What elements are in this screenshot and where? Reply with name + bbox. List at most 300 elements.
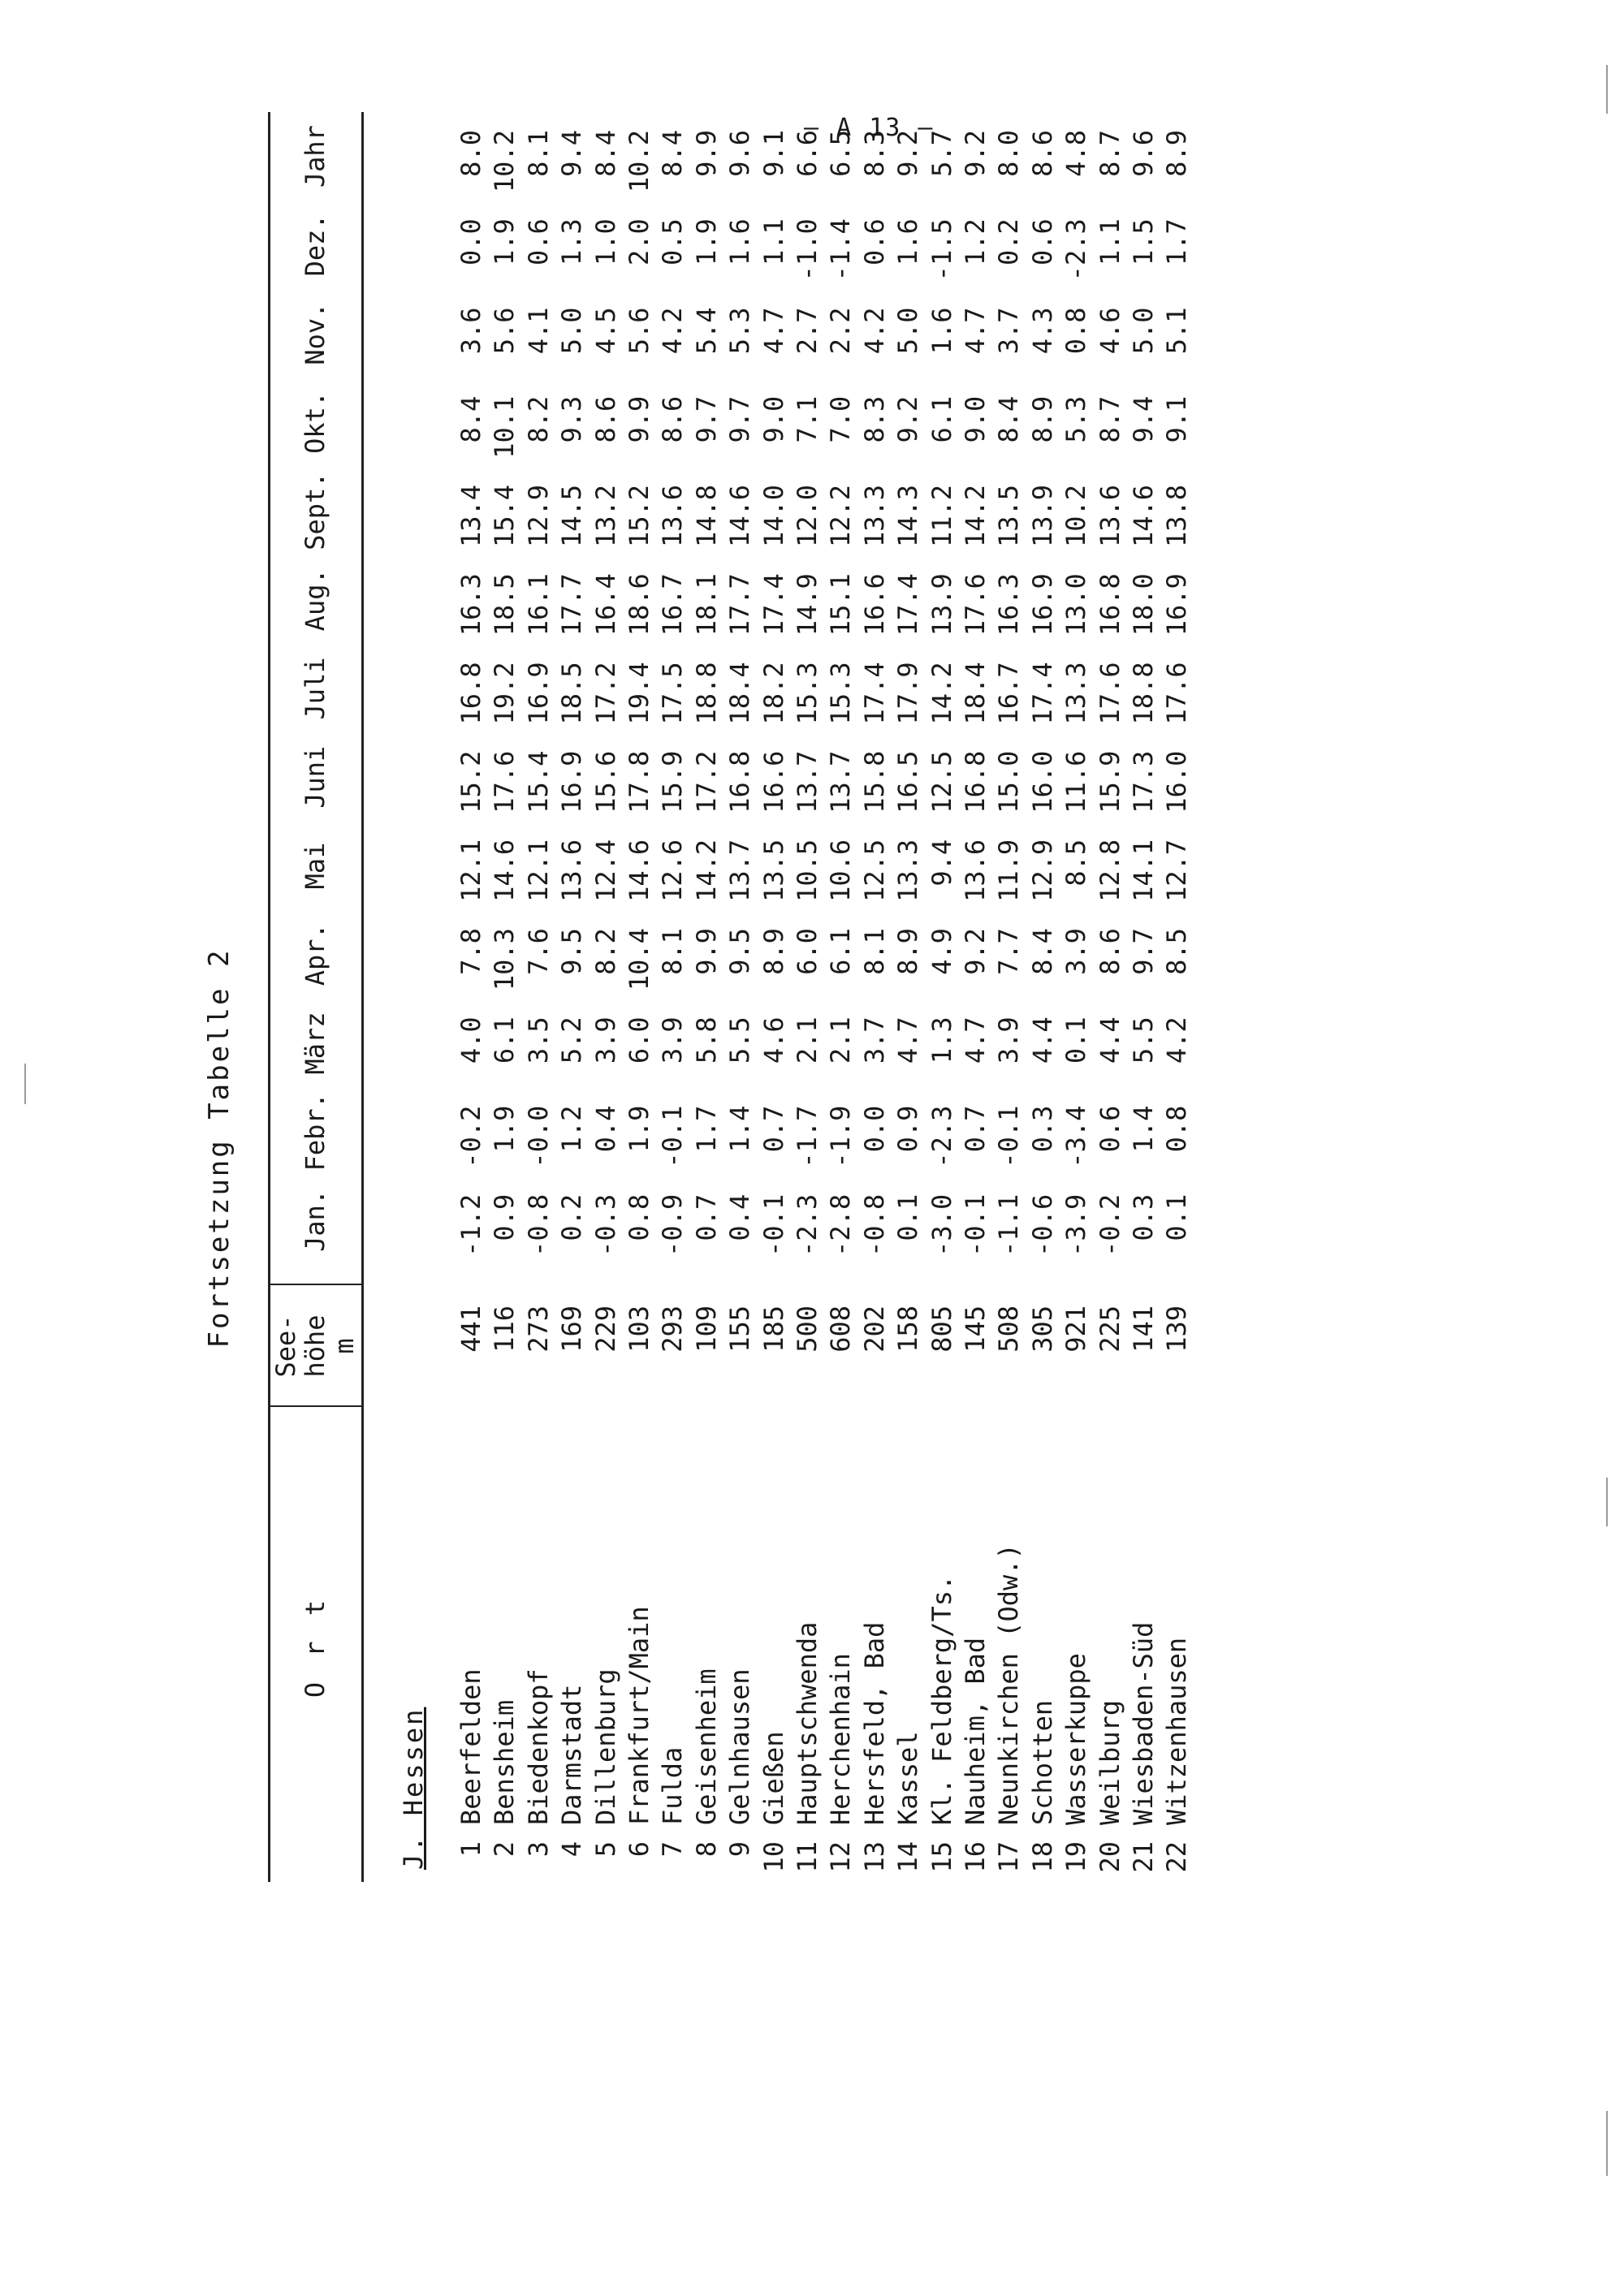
temperature-value: 16.8: [1094, 573, 1125, 637]
temperature-value: 13.4: [456, 484, 486, 547]
elevation: 500: [792, 1306, 823, 1353]
temperature-value: 9.2: [892, 130, 924, 177]
temperature-value: 9.3: [556, 395, 588, 443]
temperature-value: -0.6: [1026, 1193, 1058, 1257]
temperature-value: 1.2: [556, 1105, 588, 1153]
place-name: Hauptschwenda: [792, 1621, 823, 1825]
temperature-value: -2.8: [825, 1193, 857, 1257]
elevation: 202: [858, 1306, 890, 1353]
temperature-value: 9.0: [758, 395, 789, 443]
temperature-value: 14.0: [758, 484, 789, 547]
temperature-value: 14.3: [892, 484, 924, 547]
temperature-value: 1.7: [690, 1105, 722, 1153]
temperature-value: 17.6: [489, 750, 520, 814]
temperature-value: 13.6: [556, 839, 588, 902]
elevation: 139: [1161, 1306, 1193, 1353]
elevation: 805: [926, 1306, 957, 1353]
temperature-value: 17.9: [892, 662, 924, 725]
elevation: 608: [825, 1306, 857, 1353]
page-number: – A 13 –: [804, 114, 935, 142]
header-month: Juni: [300, 745, 330, 809]
temperature-value: 6.0: [624, 1016, 654, 1064]
place-name: Kassel: [892, 1731, 924, 1825]
temperature-value: 19.4: [624, 662, 654, 725]
temperature-value: 0.0: [456, 218, 486, 266]
temperature-value: 16.8: [456, 662, 486, 725]
place-name: Kl. Feldberg/Ts.: [926, 1574, 957, 1825]
temperature-value: 16.7: [657, 573, 689, 637]
temperature-value: 13.7: [825, 750, 857, 814]
place-name: Fulda: [657, 1746, 689, 1825]
table-row: [992, 0, 1025, 2296]
temperature-value: 5.8: [690, 1016, 722, 1064]
row-number: 2: [489, 1841, 520, 1858]
temperature-value: 16.3: [456, 573, 486, 637]
temperature-value: 13.6: [657, 484, 689, 547]
table-row: [892, 0, 924, 2296]
header-month: Febr.: [300, 1093, 330, 1172]
temperature-value: -1.0: [792, 218, 823, 282]
place-name: Biedenkopf: [522, 1668, 554, 1825]
temperature-value: 13.2: [590, 484, 621, 547]
temperature-value: 0.8: [1060, 307, 1092, 355]
temperature-value: -0.2: [456, 1105, 486, 1168]
temperature-value: 16.6: [758, 750, 789, 814]
row-number: 1: [456, 1841, 486, 1858]
temperature-value: 2.7: [792, 307, 823, 355]
temperature-value: 8.9: [892, 928, 924, 975]
temperature-value: 13.5: [758, 839, 789, 902]
temperature-value: 12.0: [792, 484, 823, 547]
temperature-value: -2.3: [792, 1193, 823, 1257]
temperature-value: 8.6: [590, 395, 621, 443]
table-top-rule: [268, 112, 270, 1882]
temperature-value: 16.3: [993, 573, 1025, 637]
header-month: Juli: [300, 657, 330, 720]
place-name: Gießen: [758, 1731, 789, 1825]
temperature-value: 9.2: [892, 395, 924, 443]
temperature-value: 13.3: [892, 839, 924, 902]
place-name: Gelnhausen: [724, 1668, 756, 1825]
temperature-value: 15.3: [825, 662, 857, 725]
table-row: [858, 0, 891, 2296]
temperature-value: 2.1: [825, 1016, 857, 1064]
temperature-value: 2.0: [624, 218, 654, 266]
temperature-value: 9.4: [926, 839, 957, 887]
place-name: Bensheim: [489, 1699, 520, 1825]
temperature-value: 5.0: [1128, 307, 1159, 355]
temperature-value: 13.3: [858, 484, 890, 547]
temperature-value: 13.9: [926, 573, 957, 637]
temperature-value: 3.5: [522, 1016, 554, 1064]
temperature-value: 1.0: [590, 218, 621, 266]
header-seehoehe-2: höhe: [300, 1314, 330, 1378]
temperature-value: 0.1: [1161, 1193, 1193, 1241]
temperature-value: 15.9: [657, 750, 689, 814]
temperature-value: 12.1: [522, 839, 554, 902]
temperature-value: 1.9: [624, 1105, 654, 1153]
temperature-value: 9.6: [1128, 130, 1159, 177]
temperature-value: 18.4: [724, 662, 756, 725]
temperature-value: 8.4: [456, 395, 486, 443]
temperature-value: 5.6: [489, 307, 520, 355]
temperature-value: 18.8: [1128, 662, 1159, 725]
temperature-value: 0.6: [1094, 1105, 1125, 1153]
temperature-value: 18.1: [690, 573, 722, 637]
temperature-value: 4.4: [1094, 1016, 1125, 1064]
temperature-value: 0.6: [858, 218, 890, 266]
temperature-value: 17.8: [624, 750, 654, 814]
row-number: 15: [926, 1841, 957, 1873]
row-number: 4: [556, 1841, 588, 1858]
temperature-value: 4.2: [858, 307, 890, 355]
temperature-value: 5.1: [1161, 307, 1193, 355]
temperature-value: 14.1: [1128, 839, 1159, 902]
temperature-value: 0.8: [624, 1193, 654, 1241]
temperature-value: 7.0: [825, 395, 857, 443]
header-month: Apr.: [300, 923, 330, 986]
temperature-value: 9.9: [624, 395, 654, 443]
temperature-value: 9.9: [690, 130, 722, 177]
temperature-value: 17.7: [556, 573, 588, 637]
temperature-value: 8.6: [1026, 130, 1058, 177]
temperature-value: 16.9: [522, 662, 554, 725]
temperature-value: 1.1: [758, 218, 789, 266]
elevation: 441: [456, 1306, 486, 1353]
scan-artifact: [1606, 65, 1608, 114]
temperature-value: 16.9: [1161, 573, 1193, 637]
temperature-value: -1.5: [926, 218, 957, 282]
temperature-value: 0.9: [489, 1193, 520, 1241]
row-number: 3: [522, 1841, 554, 1858]
temperature-value: 16.4: [590, 573, 621, 637]
temperature-value: 4.4: [1026, 1016, 1058, 1064]
row-number: 21: [1128, 1841, 1159, 1873]
temperature-value: 8.4: [1026, 928, 1058, 975]
table-row: [723, 0, 756, 2296]
temperature-value: 15.8: [858, 750, 890, 814]
temperature-value: 0.3: [1026, 1105, 1058, 1153]
temperature-value: 13.5: [993, 484, 1025, 547]
temperature-value: 13.6: [960, 839, 991, 902]
temperature-value: 9.1: [758, 130, 789, 177]
temperature-value: 4.7: [758, 307, 789, 355]
temperature-value: 5.2: [556, 1016, 588, 1064]
elevation: 116: [489, 1306, 520, 1353]
temperature-value: -1.1: [993, 1193, 1025, 1257]
temperature-value: 4.1: [522, 307, 554, 355]
header-ort: O r t: [300, 1595, 330, 1698]
temperature-value: 0.4: [590, 1105, 621, 1153]
header-month: Sept.: [300, 472, 330, 550]
temperature-value: 0.6: [522, 218, 554, 266]
temperature-value: 1.2: [960, 218, 991, 266]
scan-artifact: [24, 1064, 26, 1104]
temperature-value: 4.7: [960, 307, 991, 355]
temperature-value: 1.6: [892, 218, 924, 266]
temperature-value: 1.4: [1128, 1105, 1159, 1153]
temperature-value: 8.0: [456, 130, 486, 177]
temperature-value: 18.5: [556, 662, 588, 725]
temperature-value: 11.2: [926, 484, 957, 547]
temperature-value: 9.7: [724, 395, 756, 443]
temperature-value: 10.3: [489, 928, 520, 991]
temperature-value: 0.0: [858, 1105, 890, 1153]
temperature-value: 0.1: [1060, 1016, 1092, 1064]
temperature-value: 1.4: [724, 1105, 756, 1153]
temperature-value: 16.8: [960, 750, 991, 814]
temperature-value: 18.6: [624, 573, 654, 637]
header-month: Jahr: [300, 125, 330, 188]
temperature-value: 8.9: [1026, 395, 1058, 443]
row-number: 18: [1026, 1841, 1058, 1873]
temperature-value: 0.2: [556, 1193, 588, 1241]
temperature-value: 4.7: [960, 1016, 991, 1064]
table-row: [690, 0, 723, 2296]
temperature-value: 16.0: [1026, 750, 1058, 814]
temperature-value: 9.7: [690, 395, 722, 443]
temperature-value: 2.1: [792, 1016, 823, 1064]
header-bottom-rule: [361, 112, 364, 1882]
temperature-value: 13.3: [1060, 662, 1092, 725]
temperature-value: 0.1: [892, 1193, 924, 1241]
table-row: [555, 0, 588, 2296]
temperature-value: 3.7: [858, 1016, 890, 1064]
temperature-value: -1.4: [825, 218, 857, 282]
temperature-value: 8.3: [858, 130, 890, 177]
temperature-value: 19.2: [489, 662, 520, 725]
table-row: [1094, 0, 1126, 2296]
temperature-value: 10.2: [1060, 484, 1092, 547]
temperature-value: -0.1: [758, 1193, 789, 1257]
temperature-value: 9.4: [556, 130, 588, 177]
temperature-value: 0.5: [657, 218, 689, 266]
temperature-value: 0.7: [960, 1105, 991, 1153]
temperature-value: 12.6: [657, 839, 689, 902]
temperature-value: 8.2: [590, 928, 621, 975]
hoehe-column-divider: [268, 1284, 361, 1285]
temperature-value: 8.6: [657, 395, 689, 443]
row-number: 11: [792, 1841, 823, 1873]
temperature-value: 14.2: [960, 484, 991, 547]
temperature-value: 6.1: [825, 928, 857, 975]
temperature-value: 0.8: [1161, 1105, 1193, 1153]
place-name: Herchenhain: [825, 1653, 857, 1825]
temperature-value: 0.3: [1128, 1193, 1159, 1241]
temperature-value: -0.8: [858, 1193, 890, 1257]
place-name: Weilburg: [1094, 1699, 1125, 1825]
temperature-value: 16.0: [1161, 750, 1193, 814]
temperature-value: 8.0: [993, 130, 1025, 177]
header-month: Mai: [300, 842, 330, 890]
temperature-value: 16.9: [1026, 573, 1058, 637]
row-number: 16: [960, 1841, 991, 1873]
table-row: [656, 0, 689, 2296]
ort-column-divider: [268, 1405, 361, 1407]
temperature-value: 3.7: [993, 307, 1025, 355]
temperature-value: 4.6: [1094, 307, 1125, 355]
row-number: 22: [1161, 1841, 1193, 1873]
table-row: [590, 0, 622, 2296]
temperature-value: -3.9: [1060, 1193, 1092, 1257]
temperature-value: 9.6: [724, 130, 756, 177]
temperature-value: 8.2: [522, 395, 554, 443]
temperature-value: 17.3: [1128, 750, 1159, 814]
temperature-value: 10.6: [825, 839, 857, 902]
temperature-value: 8.1: [522, 130, 554, 177]
temperature-value: 7.8: [456, 928, 486, 975]
row-number: 5: [590, 1841, 621, 1858]
temperature-value: 4.0: [456, 1016, 486, 1064]
temperature-value: 17.2: [690, 750, 722, 814]
temperature-value: 15.3: [792, 662, 823, 725]
temperature-value: 17.5: [657, 662, 689, 725]
temperature-value: 8.9: [1161, 130, 1193, 177]
temperature-value: 5.5: [724, 1016, 756, 1064]
table-title: Fortsetzung Tabelle 2: [203, 947, 235, 1349]
temperature-value: 7.6: [522, 928, 554, 975]
temperature-value: 13.6: [1094, 484, 1125, 547]
temperature-value: 7.1: [792, 395, 823, 443]
elevation: 508: [993, 1306, 1025, 1353]
temperature-value: 3.6: [456, 307, 486, 355]
temperature-value: 8.4: [993, 395, 1025, 443]
temperature-value: 11.9: [993, 839, 1025, 902]
temperature-value: 15.2: [624, 484, 654, 547]
temperature-value: 13.7: [792, 750, 823, 814]
temperature-value: 9.1: [1161, 395, 1193, 443]
place-name: Schotten: [1026, 1699, 1058, 1825]
elevation: 293: [657, 1306, 689, 1353]
temperature-value: 10.4: [624, 928, 654, 991]
temperature-value: 0.4: [724, 1193, 756, 1241]
elevation: 109: [690, 1306, 722, 1353]
temperature-value: 8.5: [1161, 928, 1193, 975]
temperature-value: 8.1: [657, 928, 689, 975]
row-number: 8: [690, 1841, 722, 1858]
table-row: [1060, 0, 1092, 2296]
temperature-value: 4.6: [758, 1016, 789, 1064]
temperature-value: 3.9: [1060, 928, 1092, 975]
temperature-value: -0.9: [657, 1193, 689, 1257]
temperature-value: 1.3: [926, 1016, 957, 1064]
header-seehoehe-1: See-: [270, 1314, 301, 1378]
place-name: Frankfurt/Main: [624, 1606, 654, 1825]
row-number: 20: [1094, 1841, 1125, 1873]
place-name: Wiesbaden-Süd: [1128, 1621, 1159, 1825]
row-number: 14: [892, 1841, 924, 1873]
temperature-value: 1.6: [724, 218, 756, 266]
temperature-value: 5.0: [556, 307, 588, 355]
temperature-value: 8.5: [1060, 839, 1092, 887]
table-row: [824, 0, 857, 2296]
temperature-value: 1.9: [690, 218, 722, 266]
temperature-value: 18.4: [960, 662, 991, 725]
temperature-value: 17.2: [590, 662, 621, 725]
temperature-value: 16.9: [556, 750, 588, 814]
temperature-value: 1.9: [489, 1105, 520, 1153]
table-row: [758, 0, 790, 2296]
table-row: [791, 0, 823, 2296]
temperature-value: 16.8: [724, 750, 756, 814]
temperature-value: 12.1: [456, 839, 486, 902]
row-number: 17: [993, 1841, 1025, 1873]
temperature-value: 7.7: [993, 928, 1025, 975]
elevation: 273: [522, 1306, 554, 1353]
row-number: 13: [858, 1841, 890, 1873]
temperature-value: -3.4: [1060, 1105, 1092, 1168]
temperature-value: 10.5: [792, 839, 823, 902]
temperature-value: 10.2: [624, 130, 654, 193]
temperature-value: 4.9: [926, 928, 957, 975]
scan-artifact: [1606, 1478, 1608, 1526]
temperature-value: 17.4: [1026, 662, 1058, 725]
temperature-value: 18.0: [1128, 573, 1159, 637]
temperature-value: 12.7: [1161, 839, 1193, 902]
temperature-value: 1.9: [489, 218, 520, 266]
temperature-value: 15.0: [993, 750, 1025, 814]
elevation: 103: [624, 1306, 654, 1353]
temperature-value: 12.5: [926, 750, 957, 814]
temperature-value: 14.9: [792, 573, 823, 637]
temperature-value: 17.4: [892, 573, 924, 637]
temperature-value: 14.6: [624, 839, 654, 902]
temperature-value: 17.6: [1161, 662, 1193, 725]
temperature-value: 5.6: [624, 307, 654, 355]
temperature-value: 13.0: [1060, 573, 1092, 637]
temperature-value: 17.4: [758, 573, 789, 637]
temperature-value: 14.6: [1128, 484, 1159, 547]
temperature-value: 17.7: [724, 573, 756, 637]
scan-artifact: [1606, 2111, 1608, 2176]
header-month: Dez.: [300, 214, 330, 277]
row-number: 10: [758, 1841, 789, 1873]
temperature-value: 18.2: [758, 662, 789, 725]
temperature-value: -2.3: [1060, 218, 1092, 282]
header-month: März: [300, 1012, 330, 1075]
header-month: Aug.: [300, 568, 330, 632]
temperature-value: 8.7: [1094, 130, 1125, 177]
temperature-value: -0.2: [1094, 1193, 1125, 1257]
temperature-value: 5.0: [892, 307, 924, 355]
temperature-value: 15.1: [825, 573, 857, 637]
temperature-value: -0.1: [960, 1193, 991, 1257]
temperature-value: 3.9: [993, 1016, 1025, 1064]
temperature-value: -3.0: [926, 1193, 957, 1257]
header-month: Jan.: [300, 1189, 330, 1252]
temperature-value: 4.5: [590, 307, 621, 355]
temperature-value: 13.8: [1161, 484, 1193, 547]
table-row: [1026, 0, 1059, 2296]
place-name: Beerfelden: [456, 1668, 486, 1825]
row-number: 9: [724, 1841, 756, 1858]
temperature-value: 1.1: [1094, 218, 1125, 266]
place-name: Neunkirchen (Odw.): [993, 1543, 1025, 1825]
temperature-value: 8.7: [1094, 395, 1125, 443]
elevation: 169: [556, 1306, 588, 1353]
temperature-value: 6.1: [926, 395, 957, 443]
temperature-value: 8.3: [858, 395, 890, 443]
temperature-value: 14.5: [556, 484, 588, 547]
temperature-value: 8.6: [1094, 928, 1125, 975]
temperature-value: 4.3: [1026, 307, 1058, 355]
temperature-value: 0.7: [690, 1193, 722, 1241]
temperature-value: 14.2: [926, 662, 957, 725]
header-month: Okt.: [300, 391, 330, 454]
temperature-value: -1.2: [456, 1193, 486, 1257]
temperature-value: -2.3: [926, 1105, 957, 1168]
temperature-value: 9.7: [1128, 928, 1159, 975]
